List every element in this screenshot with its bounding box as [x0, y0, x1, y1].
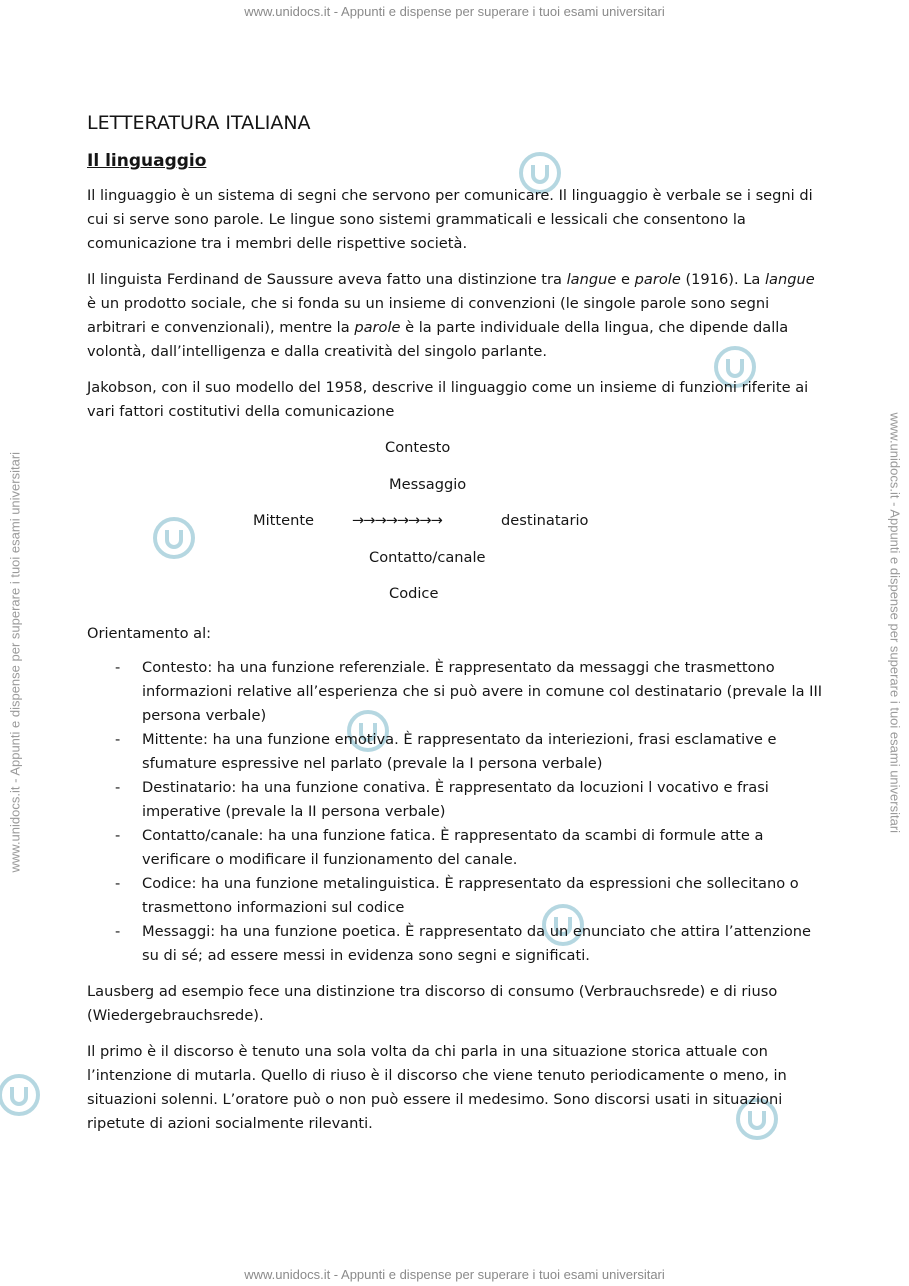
list-item: - Mittente: ha una funzione emotiva. È rappresentato da interiezioni, frasi esclamative e sfumature espressive nel parlato (prevale la I persona verbale)	[115, 731, 777, 772]
diagram-codice: Codice	[389, 585, 439, 602]
list-item: - Contesto: ha una funzione referenziale. È rappresentato da messaggi che trasmettono informazioni relative all’esperienza che si può avere in comune col destinatario (prevale la III persona verbale)	[115, 659, 823, 724]
watermark-right	[888, 413, 903, 873]
paragraph-3: Jakobson, con il suo modello del 1958, descrive il linguaggio come un insieme di funzioni riferite ai vari fattori costitutivi della comunicazione	[87, 379, 809, 420]
watermark-text: www.unidocs.it - Appunti e dispense per superare i tuoi esami universitari	[7, 451, 23, 873]
paragraph-1: Il linguaggio è un sistema di segni che servono per comunicare. Il linguaggio è verbale se i segni di cui si serve sono parole. Le lingue sono sistemi grammaticali e lessicali che consentono la comunicazione tra i membri delle rispettive società.	[87, 187, 813, 252]
diagram-contesto: Contesto	[385, 439, 451, 456]
functions-list	[87, 656, 827, 968]
watermark-header	[0, 4, 909, 19]
diagram-contatto: Contatto/canale	[369, 549, 486, 566]
paragraph-2: Il linguista Ferdinand de Saussure aveva fatto una distinzione tra langue e parole (1916). La langue è un prodotto sociale, che si fonda su un insieme di convenzioni (le singole parole sono segni arbitrari e convenzionali), mentre la parole è la parte individuale della lingua, che dipende dalla volontà, dall’intelligenza e dalla creatività del singolo parlante.	[87, 271, 815, 360]
list-item: - Destinatario: ha una funzione conativa. È rappresentato da locuzioni l vocativo e frasi imperative (prevale la II persona verbale)	[115, 779, 769, 820]
watermark-text: www.unidocs.it - Appunti e dispense per superare i tuoi esami universitari	[887, 412, 903, 834]
unidocs-logo-icon	[0, 1072, 42, 1118]
watermark-footer	[0, 1267, 909, 1282]
paragraph-4: Lausberg ad esempio fece una distinzione tra discorso di consumo (Verbrauchsrede) e di riuso (Wiedergebrauchsrede).	[87, 983, 778, 1024]
list-item: - Messaggi: ha una funzione poetica. È rappresentato da un enunciato che attira l’attenzione su di sé; ad essere messi in evidenza sono segni e significati.	[115, 923, 811, 964]
watermark-text: www.unidocs.it - Appunti e dispense per superare i tuoi esami universitari	[244, 1267, 665, 1282]
watermark-text: www.unidocs.it - Appunti e dispense per superare i tuoi esami universitari	[244, 4, 665, 19]
section-heading: Il linguaggio	[87, 151, 207, 171]
document-title: LETTERATURA ITALIANA	[87, 112, 311, 134]
orientamento-label: Orientamento al:	[87, 625, 212, 642]
diagram-mittente: Mittente	[253, 512, 315, 529]
list-item: - Contatto/canale: ha una funzione fatica. È rappresentato da scambi di formule atte a verificare o modificare il funzionamento del canale.	[115, 827, 764, 868]
paragraph-5: Il primo è il discorso è tenuto una sola volta da chi parla in una situazione storica attuale con l’intenzione di mutarla. Quello di riuso è il discorso che viene tenuto periodicamente o meno, in situazioni solenni. L’oratore può o non può essere il medesimo. Sono discorsi usati in situazioni ripetute di azioni socialmente rilevanti.	[87, 1043, 787, 1132]
watermark-left	[8, 413, 23, 873]
diagram-destinatario: destinatario	[501, 512, 589, 529]
document-body	[87, 108, 827, 1148]
list-item: - Codice: ha una funzione metalinguistica. È rappresentato da espressioni che sollecitano o trasmettono informazioni sul codice	[115, 875, 799, 916]
diagram-messaggio: Messaggio	[389, 476, 467, 493]
communication-diagram	[87, 436, 827, 618]
diagram-arrows: →→→→→→→→	[352, 512, 442, 529]
